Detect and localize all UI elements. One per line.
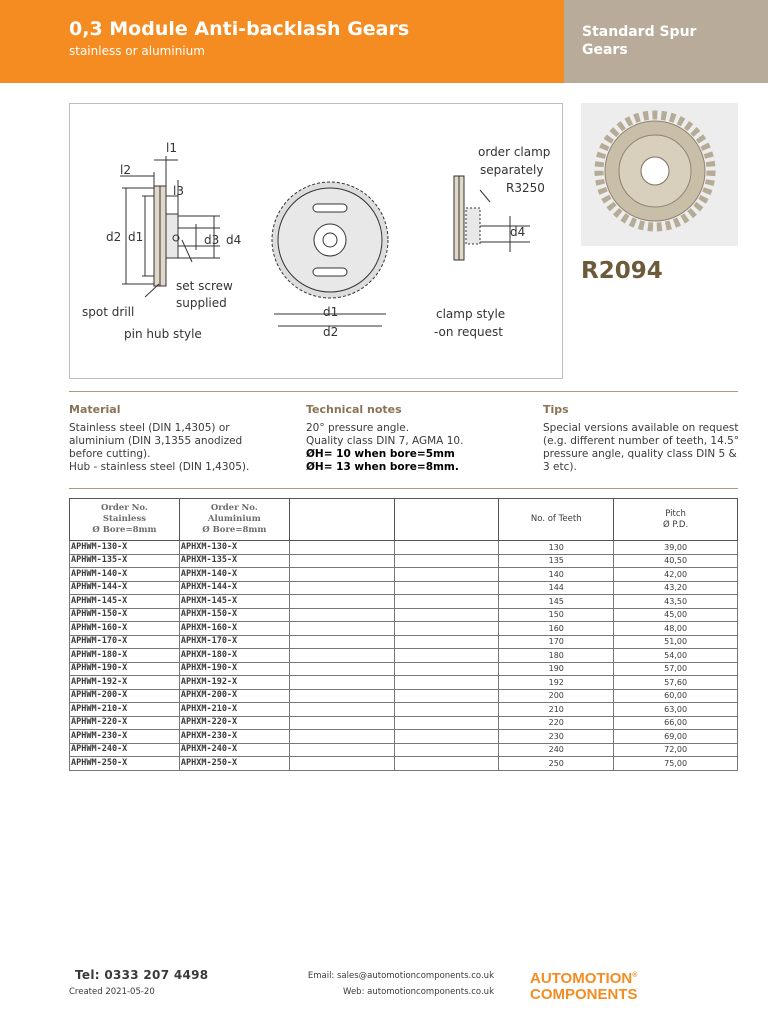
cell-aluminium: APHXM-200-X xyxy=(179,689,289,703)
cell-teeth: 180 xyxy=(499,649,614,663)
header-banner xyxy=(0,0,564,83)
page-subtitle: stainless or aluminium xyxy=(69,44,205,58)
cell-teeth: 150 xyxy=(499,608,614,622)
cell-aluminium: APHXM-250-X xyxy=(179,757,289,771)
cell-teeth: 135 xyxy=(499,554,614,568)
cell-pitch: 63,00 xyxy=(614,703,738,717)
cell-teeth: 192 xyxy=(499,676,614,690)
cell-stainless: APHWM-190-X xyxy=(70,662,180,676)
header-empty-1 xyxy=(289,499,394,541)
cell-empty xyxy=(394,541,499,555)
label-d1-left: d1 xyxy=(128,230,144,244)
label-order-clamp-1: order clamp xyxy=(478,145,551,159)
cell-teeth: 210 xyxy=(499,703,614,717)
table-row xyxy=(70,730,738,744)
logo-line-1: AUTOMOTION xyxy=(530,970,633,987)
cell-stainless: APHWM-230-X xyxy=(70,730,180,744)
table-row xyxy=(70,595,738,609)
cell-empty xyxy=(289,541,394,555)
cell-empty xyxy=(289,581,394,595)
footer-email[interactable]: Email: sales@automotioncomponents.co.uk xyxy=(307,971,494,981)
cell-pitch: 39,00 xyxy=(614,541,738,555)
pin-hub-side-view xyxy=(120,156,220,297)
cell-teeth: 160 xyxy=(499,622,614,636)
cell-empty xyxy=(289,676,394,690)
logo-registered: ® xyxy=(632,972,638,979)
cell-empty xyxy=(394,581,499,595)
cell-aluminium: APHXM-190-X xyxy=(179,662,289,676)
cell-empty xyxy=(394,662,499,676)
cell-aluminium: APHXM-145-X xyxy=(179,595,289,609)
gear-photo-icon xyxy=(581,103,738,246)
table-row xyxy=(70,662,738,676)
cell-pitch: 54,00 xyxy=(614,649,738,663)
cell-stainless: APHWM-170-X xyxy=(70,635,180,649)
tips-notes xyxy=(543,403,743,474)
technical-line-4: ØH= 13 when bore=8mm. xyxy=(306,461,459,473)
cell-teeth: 144 xyxy=(499,581,614,595)
cell-teeth: 145 xyxy=(499,595,614,609)
table-row xyxy=(70,703,738,717)
cell-empty xyxy=(394,649,499,663)
cell-teeth: 170 xyxy=(499,635,614,649)
cell-aluminium: APHXM-130-X xyxy=(179,541,289,555)
technical-line-3: ØH= 10 when bore=5mm xyxy=(306,448,455,460)
material-notes xyxy=(69,403,289,474)
cell-empty xyxy=(394,689,499,703)
cell-stainless: APHWM-144-X xyxy=(70,581,180,595)
cell-pitch: 57,00 xyxy=(614,662,738,676)
cell-stainless: APHWM-220-X xyxy=(70,716,180,730)
cell-teeth: 200 xyxy=(499,689,614,703)
material-heading: Material xyxy=(69,403,121,416)
cell-pitch: 60,00 xyxy=(614,689,738,703)
category-label: Standard Spur Gears xyxy=(582,24,697,58)
cell-aluminium: APHXM-140-X xyxy=(179,568,289,582)
cell-aluminium: APHXM-170-X xyxy=(179,635,289,649)
cell-empty xyxy=(289,554,394,568)
cell-pitch: 57,60 xyxy=(614,676,738,690)
cell-pitch: 43,50 xyxy=(614,595,738,609)
cell-empty xyxy=(394,554,499,568)
cell-stainless: APHWM-180-X xyxy=(70,649,180,663)
cell-pitch: 48,00 xyxy=(614,622,738,636)
cell-teeth: 140 xyxy=(499,568,614,582)
label-d2-front: d2 xyxy=(323,325,339,339)
label-order-clamp-3: R3250 xyxy=(506,181,545,195)
table-row xyxy=(70,581,738,595)
cell-stainless: APHWM-160-X xyxy=(70,622,180,636)
table-row xyxy=(70,554,738,568)
cell-empty xyxy=(289,635,394,649)
cell-empty xyxy=(289,689,394,703)
cell-empty xyxy=(394,595,499,609)
table-row xyxy=(70,757,738,771)
label-d3: d3 xyxy=(204,233,220,247)
technical-drawing-svg xyxy=(70,104,564,380)
header-aluminium: Order No. Aluminium Ø Bore=8mm xyxy=(179,499,289,541)
cell-empty xyxy=(289,757,394,771)
cell-aluminium: APHXM-210-X xyxy=(179,703,289,717)
table-row xyxy=(70,743,738,757)
cell-stainless: APHWM-240-X xyxy=(70,743,180,757)
cell-stainless: APHWM-250-X xyxy=(70,757,180,771)
product-photo xyxy=(581,103,738,246)
divider-top xyxy=(69,391,738,392)
table-row xyxy=(70,649,738,663)
header-stainless: Order No. Stainless Ø Bore=8mm xyxy=(70,499,180,541)
cell-stainless: APHWM-210-X xyxy=(70,703,180,717)
cell-pitch: 51,00 xyxy=(614,635,738,649)
cell-aluminium: APHXM-192-X xyxy=(179,676,289,690)
cell-empty xyxy=(394,568,499,582)
company-logo xyxy=(530,968,638,1003)
cell-aluminium: APHXM-135-X xyxy=(179,554,289,568)
label-pin-hub: pin hub style xyxy=(124,327,202,341)
label-spot-drill: spot drill xyxy=(82,305,135,319)
cell-teeth: 130 xyxy=(499,541,614,555)
cell-empty xyxy=(394,635,499,649)
cell-empty xyxy=(289,608,394,622)
cell-empty xyxy=(289,595,394,609)
cell-teeth: 250 xyxy=(499,757,614,771)
table-row xyxy=(70,541,738,555)
cell-empty xyxy=(289,649,394,663)
cell-stainless: APHWM-135-X xyxy=(70,554,180,568)
technical-heading: Technical notes xyxy=(306,403,402,416)
divider-bottom xyxy=(69,488,738,489)
technical-notes xyxy=(306,403,526,474)
cell-pitch: 43,20 xyxy=(614,581,738,595)
cell-teeth: 220 xyxy=(499,716,614,730)
product-code: R2094 xyxy=(581,258,663,284)
cell-pitch: 75,00 xyxy=(614,757,738,771)
label-clamp-style-1: clamp style xyxy=(436,307,506,321)
cell-pitch: 40,50 xyxy=(614,554,738,568)
cell-empty xyxy=(289,730,394,744)
cell-empty xyxy=(394,730,499,744)
cell-empty xyxy=(394,676,499,690)
cell-empty xyxy=(289,622,394,636)
page-title: 0,3 Module Anti-backlash Gears xyxy=(69,18,410,40)
table-row xyxy=(70,608,738,622)
cell-stainless: APHWM-192-X xyxy=(70,676,180,690)
cell-pitch: 45,00 xyxy=(614,608,738,622)
cell-aluminium: APHXM-240-X xyxy=(179,743,289,757)
cell-pitch: 72,00 xyxy=(614,743,738,757)
cell-empty xyxy=(289,662,394,676)
table-row xyxy=(70,676,738,690)
cell-stainless: APHWM-200-X xyxy=(70,689,180,703)
cell-empty xyxy=(289,568,394,582)
technical-line-1: 20° pressure angle. xyxy=(306,422,410,434)
label-l3: l3 xyxy=(173,184,184,198)
cell-empty xyxy=(394,608,499,622)
footer-tel: Tel: 0333 207 4498 xyxy=(75,968,209,982)
order-table xyxy=(69,498,738,771)
logo-line-2: COMPONENTS xyxy=(530,986,638,1003)
cell-empty xyxy=(289,743,394,757)
label-set-screw-1: set screw xyxy=(176,279,233,293)
table-row xyxy=(70,635,738,649)
cell-teeth: 240 xyxy=(499,743,614,757)
cell-aluminium: APHXM-230-X xyxy=(179,730,289,744)
table-row xyxy=(70,622,738,636)
cell-empty xyxy=(394,622,499,636)
cell-empty xyxy=(394,716,499,730)
material-text: Stainless steel (DIN 1,4305) or aluminium (DIN 3,1355 anodized before cutting). Hub - stainless steel (DIN 1,4305). xyxy=(69,422,250,473)
label-d4-clamp: d4 xyxy=(510,225,526,239)
cell-teeth: 230 xyxy=(499,730,614,744)
label-set-screw-2: supplied xyxy=(176,296,227,310)
label-l1: l1 xyxy=(166,141,177,155)
cell-pitch: 69,00 xyxy=(614,730,738,744)
cell-stainless: APHWM-130-X xyxy=(70,541,180,555)
cell-aluminium: APHXM-160-X xyxy=(179,622,289,636)
table-header-row xyxy=(70,499,738,541)
header-empty-2 xyxy=(394,499,499,541)
table-row xyxy=(70,716,738,730)
cell-empty xyxy=(394,743,499,757)
cell-stainless: APHWM-140-X xyxy=(70,568,180,582)
label-clamp-style-2: -on request xyxy=(434,325,503,339)
header-pitch: Pitch Ø P.D. xyxy=(614,499,738,541)
table-row xyxy=(70,568,738,582)
tips-heading: Tips xyxy=(543,403,569,416)
footer-web[interactable]: Web: automotioncomponents.co.uk xyxy=(343,987,494,997)
cell-empty xyxy=(394,703,499,717)
label-d1-front: d1 xyxy=(323,305,339,319)
label-d2-left: d2 xyxy=(106,230,122,244)
cell-stainless: APHWM-150-X xyxy=(70,608,180,622)
table-row xyxy=(70,689,738,703)
cell-aluminium: APHXM-144-X xyxy=(179,581,289,595)
cell-stainless: APHWM-145-X xyxy=(70,595,180,609)
technical-line-2: Quality class DIN 7, AGMA 10. xyxy=(306,435,464,447)
cell-empty xyxy=(289,703,394,717)
header-teeth: No. of Teeth xyxy=(499,499,614,541)
cell-aluminium: APHXM-180-X xyxy=(179,649,289,663)
technical-drawing xyxy=(69,103,563,379)
cell-aluminium: APHXM-150-X xyxy=(179,608,289,622)
table-body xyxy=(70,541,738,771)
cell-pitch: 42,00 xyxy=(614,568,738,582)
label-d4-left: d4 xyxy=(226,233,242,247)
cell-pitch: 66,00 xyxy=(614,716,738,730)
cell-teeth: 190 xyxy=(499,662,614,676)
label-l2: l2 xyxy=(120,163,131,177)
footer-created: Created 2021-05-20 xyxy=(69,987,155,997)
cell-empty xyxy=(394,757,499,771)
tips-text: Special versions available on request (e.g. different number of teeth, 14.5° pressure angle, quality class DIN 5 & 3 etc). xyxy=(543,422,740,473)
cell-aluminium: APHXM-220-X xyxy=(179,716,289,730)
cell-empty xyxy=(289,716,394,730)
label-order-clamp-2: separately xyxy=(480,163,544,177)
